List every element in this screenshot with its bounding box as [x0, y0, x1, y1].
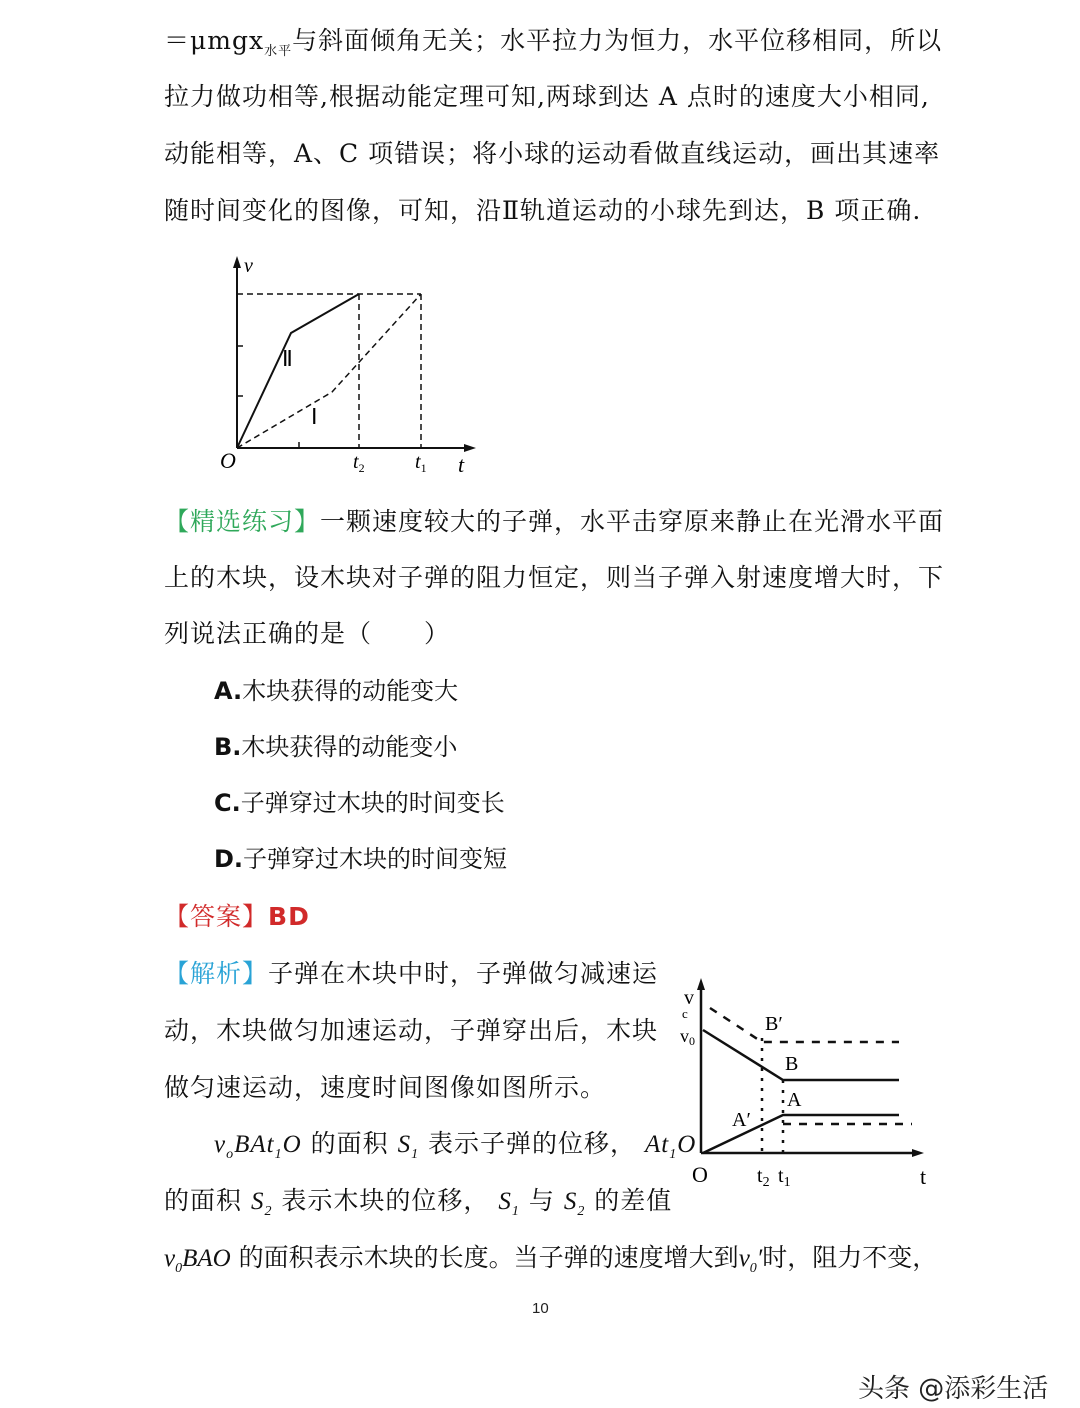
- math-text: BAO: [182, 1245, 231, 1272]
- intro-line-4: 随时间变化的图像，可知，沿Ⅱ轨道运动的小球先到达，B 项正确.: [164, 196, 922, 225]
- math-text: BAt: [234, 1131, 275, 1158]
- curve-II-label: Ⅱ: [282, 346, 293, 371]
- x-axis-label: t: [458, 452, 465, 477]
- option-letter: B.: [214, 733, 242, 761]
- analysis-line-6: [164, 1241, 937, 1286]
- curve-I: [237, 294, 421, 448]
- analysis-line-4: [214, 1127, 696, 1172]
- exercise-line-3: 列说法正确的是（ ）: [164, 619, 451, 648]
- y-axis-arrow: [697, 978, 705, 990]
- math-sub: 0: [749, 1261, 757, 1276]
- A-label: A: [787, 1089, 802, 1111]
- analysis-line-5: [164, 1184, 672, 1229]
- math-text: O: [282, 1131, 302, 1158]
- answer-line: [164, 900, 310, 934]
- option-b: [214, 730, 457, 764]
- A-prime-label: A′: [732, 1109, 751, 1131]
- option-text: 木块获得的动能变大: [242, 677, 459, 705]
- B-prime-label: B′: [765, 1013, 783, 1035]
- v0-label: v0: [680, 1026, 695, 1048]
- math-sub: 2: [577, 1204, 586, 1219]
- y-axis-label: v c: [682, 987, 694, 1021]
- analysis-text: 的面积: [310, 1129, 389, 1158]
- option-d: [214, 842, 507, 876]
- math-v: v: [738, 1245, 750, 1272]
- math-sub: 1: [274, 1147, 283, 1162]
- option-letter: A.: [214, 677, 243, 705]
- exercise-tag: 【精选练习】: [164, 507, 321, 536]
- math-S: S: [498, 1188, 512, 1215]
- analysis-text: 的面积: [164, 1186, 243, 1215]
- analysis-tag: 【解析】: [164, 959, 269, 988]
- math-S: S: [250, 1188, 265, 1215]
- math-text: O: [677, 1131, 697, 1158]
- answer-value: BD: [268, 902, 310, 931]
- y-axis-label: v: [244, 255, 253, 277]
- analysis-line-1: [164, 957, 658, 991]
- B-label: B: [785, 1053, 799, 1075]
- analysis-text: 时，阻力不变，: [762, 1243, 938, 1272]
- t1-label: $t_1$: [415, 451, 427, 475]
- page-number: 10: [532, 1300, 549, 1317]
- math-sub: 2: [264, 1204, 273, 1219]
- intro-line-1: [164, 24, 942, 69]
- exercise-text: 一颗速度较大的子弹，水平击穿原来静止在光滑水平面: [320, 507, 945, 536]
- intro-text: 与斜面倾角无关；水平拉力为恒力，水平位移相同，所以: [292, 26, 943, 55]
- math-S: S: [397, 1131, 412, 1158]
- analysis-text: 子弹在木块中时，子弹做匀减速运: [268, 959, 659, 988]
- x-axis-arrow: [912, 1149, 924, 1157]
- math-sub: 1: [669, 1147, 678, 1162]
- figure-1-vt-graph: [210, 250, 490, 480]
- t1-label: $t_1$: [778, 1165, 791, 1190]
- x-axis-arrow: [464, 444, 476, 452]
- figure-2-vt-graph: [680, 970, 940, 1200]
- exercise-line-2: 上的木块，设木块对子弹的阻力恒定，则当子弹入射速度增大时，下: [164, 563, 945, 592]
- t2-label: $t_2$: [353, 451, 365, 475]
- option-letter: D.: [214, 845, 244, 873]
- origin-label: O: [220, 448, 236, 473]
- math-S: S: [563, 1188, 578, 1215]
- bullet-curve-new: [710, 1008, 899, 1042]
- bullet-curve-original: [703, 1030, 899, 1080]
- option-a: [214, 674, 458, 708]
- intro-line-2: 拉力做功相等,根据动能定理可知,两球到达 A 点时的速度大小相同,: [164, 82, 930, 111]
- math-sub: 0: [175, 1261, 183, 1276]
- curve-I-label: Ⅰ: [311, 404, 318, 429]
- math-prime: ′: [756, 1245, 763, 1272]
- option-text: 子弹穿过木块的时间变长: [240, 789, 505, 817]
- option-letter: C.: [214, 789, 241, 817]
- origin-label: O: [692, 1162, 708, 1187]
- option-text: 木块获得的动能变小: [241, 733, 458, 761]
- option-text: 子弹穿过木块的时间变短: [243, 845, 508, 873]
- intro-line-3: 动能相等，A、C 项错误；将小球的运动看做直线运动，画出其速率: [164, 139, 941, 168]
- math-sub: 1: [511, 1204, 520, 1219]
- answer-tag: 【答案】: [164, 902, 269, 931]
- analysis-line-2: 动，木块做匀加速运动，子弹穿出后，木块: [164, 1016, 659, 1045]
- curve-II: [237, 294, 359, 448]
- math-text: At: [645, 1131, 670, 1158]
- math-sub: 1: [411, 1147, 420, 1162]
- t2-label: $t_2$: [757, 1165, 770, 1190]
- analysis-text: 的差值: [594, 1186, 673, 1215]
- math-v: v: [214, 1131, 227, 1158]
- formula-text: ＝μmgx: [164, 26, 265, 55]
- option-c: [214, 786, 505, 820]
- x-axis-label: t: [920, 1164, 927, 1189]
- watermark: 头条 @添彩生活: [858, 1374, 1049, 1404]
- analysis-text: 表示木块的位移，: [281, 1186, 490, 1215]
- analysis-text: 与: [528, 1186, 555, 1215]
- math-v: v: [164, 1245, 176, 1272]
- y-axis-arrow: [233, 256, 241, 268]
- math-sub: o: [226, 1147, 235, 1162]
- analysis-text: 的面积表示木块的长度。当子弹的速度增大到: [238, 1243, 739, 1272]
- analysis-text: 表示子弹的位移，: [428, 1129, 637, 1158]
- exercise-line-1: [164, 505, 944, 539]
- analysis-line-3: 做匀速运动，速度时间图像如图所示。: [164, 1073, 607, 1102]
- formula-subscript: 水平: [264, 44, 293, 59]
